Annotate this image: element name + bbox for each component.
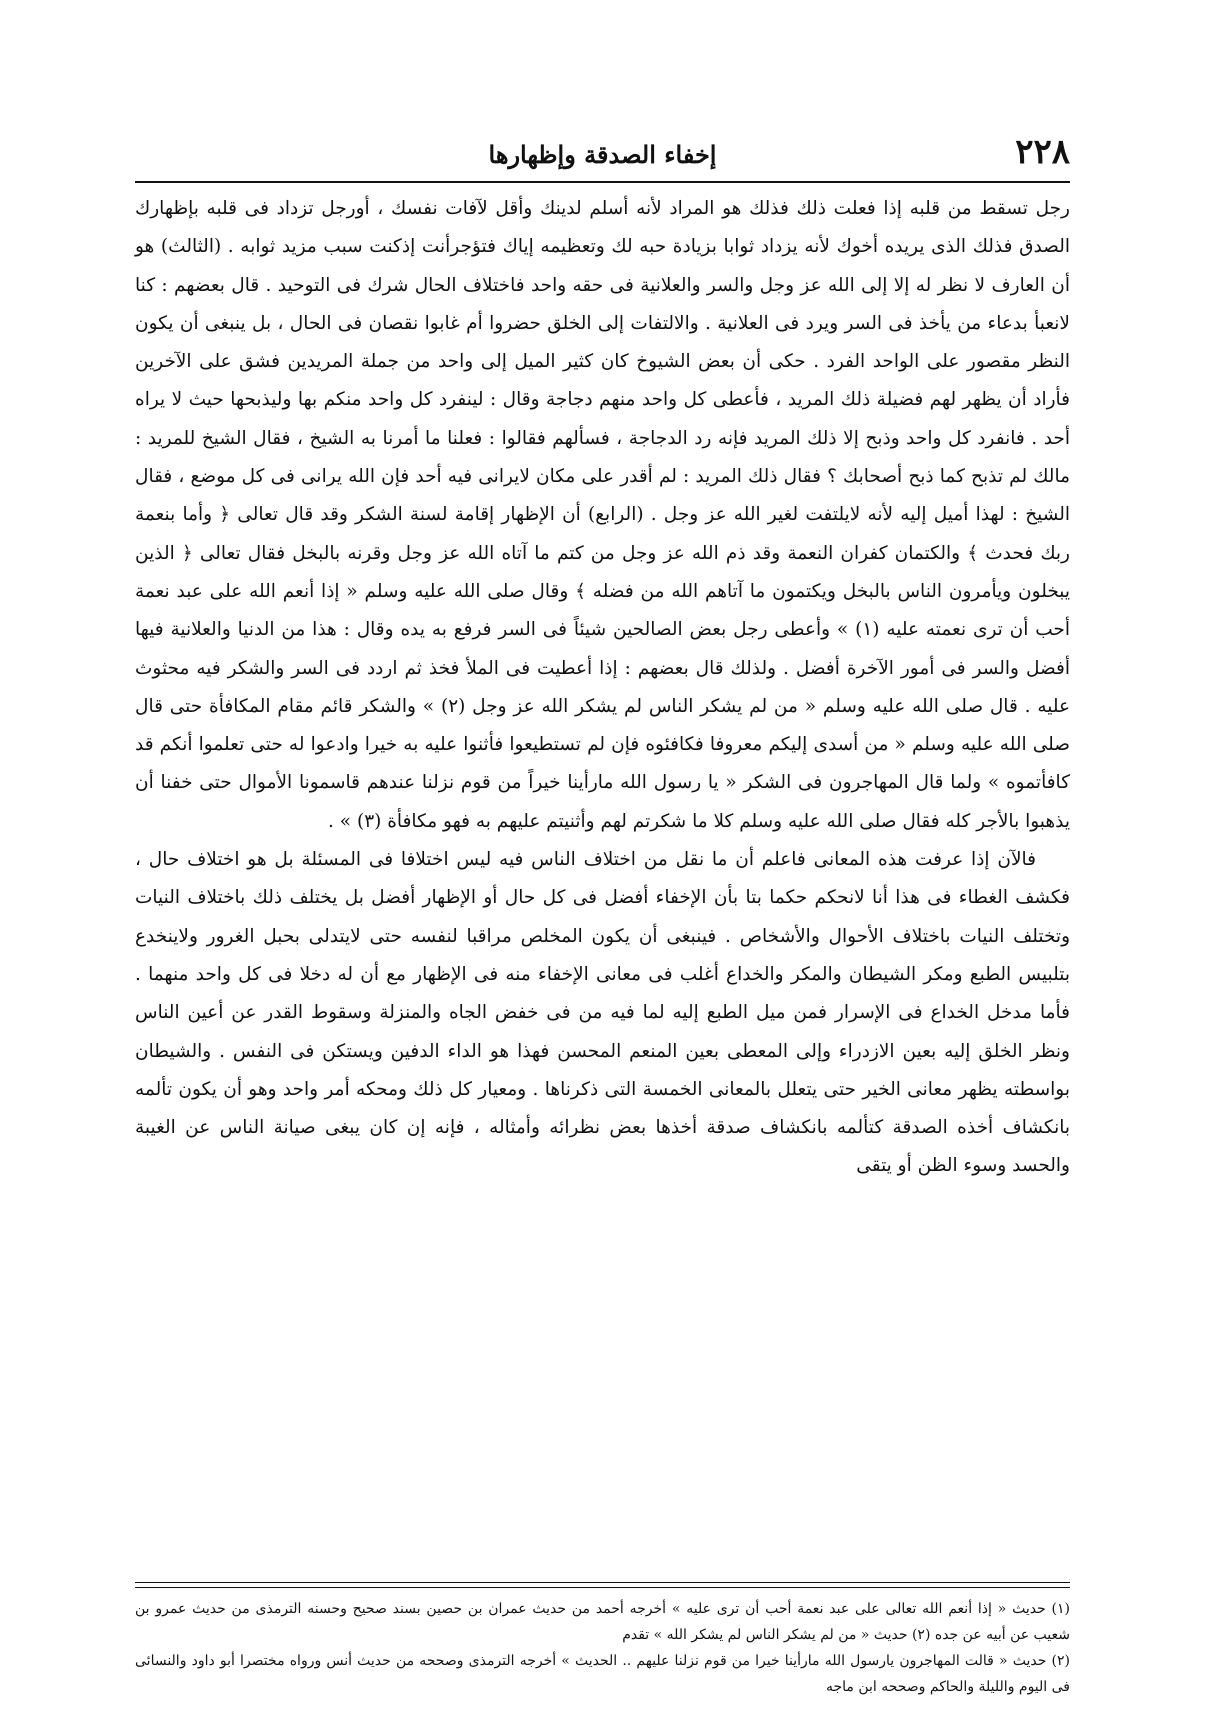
paragraph-2: فالآن إذا عرفت هذه المعانى فاعلم أن ما نقل من اختلاف الناس فيه ليس اختلافا فى المسئلة بل هو اختلاف حال ، فكشف الغطاء فى هذا أنا لانحكم حكما بتا بأن الإخفاء أفضل فى كل حال أو الإظهار أفضل بل يختلف ذلك باختلاف النيات وتختلف النيات باختلاف الأحوال والأشخاص . فينبغى أن يكون المخلص مراقبا لنفسه حتى لايتدلى بحبل الغرور ولاينخدع بتلبيس الطبع ومكر الشيطان والمكر والخداع أغلب فى معانى الإخفاء منه فى الإظهار مع أن له دخلا فى كل واحد منهما . فأما مدخل الخداع فى الإسرار فمن ميل الطبع إليه لما فيه من فى خفض الجاه والمنزلة وسقوط القدر عن أعين الناس ونظر الخلق إليه بعين الازدراء وإلى المعطى بعين المنعم المحسن فهذا هو الداء الدفين ويستكن فى النفس . والشيطان بواسطته يظهر معانى الخير حتى يتعلل بالمعانى الخمسة التى ذكرناها . ومعيار كل ذلك ومحكه أمر واحد وهو أن يكون تألمه بانكشاف أخذه الصدقة كتألمه بانكشاف صدقة أخذها بعض نظرائه وأمثاله ، فإنه إن كان يبغى صيانة الناس عن الغيبة والحسد وسوء الظن أو يتقى bbox=[135, 849, 1070, 1177]
main-text bbox=[135, 190, 1070, 1186]
footnote-rule bbox=[135, 1582, 1070, 1588]
running-title: إخفاء الصدقة وإظهارها bbox=[488, 140, 717, 169]
page-header bbox=[135, 130, 1070, 182]
page-number: ٢٢٨ bbox=[1015, 132, 1070, 172]
footnote-2: (٢) حديث « قالت المهاجرون يارسول الله مارأينا خيرا من قوم نزلنا عليهم .. الحديث » أخرجه الترمذى وصححه من حديث أنس ورواه مختصرا أبو داود والنسائى فى اليوم والليلة والحاكم وصححه ابن ماجه bbox=[135, 1653, 1070, 1695]
paragraph-1: رجل تسقط من قلبه إذا فعلت ذلك فذلك هو المراد لأنه أسلم لدينك وأقل لآفات نفسك ، أورجل تزداد فى قلبه بإظهارك الصدق فذلك الذى يريده أخوك لأنه يزداد ثوابا بزيادة حبه لك وتعظيمه إياك فتؤجرأنت إذكنت سبب مزيد ثوابه . (الثالث) هو أن العارف لا نظر له إلا إلى الله عز وجل والسر والعلانية فى حقه واحد فاختلاف الحال شرك فى التوحيد . قال بعضهم : كنا لانعبأ بدعاء من يأخذ فى السر ويرد فى العلانية . والالتفات إلى الخلق حضروا أم غابوا نقصان فى الحال ، بل ينبغى أن يكون النظر مقصور على الواحد الفرد . حكى أن بعض الشيوخ كان كثير الميل إلى واحد من جملة المريدين فشق على الآخرين فأراد أن يظهر لهم فضيلة ذلك المريد ، فأعطى كل واحد منهم دجاجة وقال : لينفرد كل واحد منكم بها وليذبحها حيث لا يراه أحد . فانفرد كل واحد وذبح إلا ذلك المريد فإنه رد الدجاجة ، فسألهم فقالوا : فعلنا ما أمرنا به الشيخ ، فقال الشيخ للمريد : مالك لم تذبح كما ذبح أصحابك ؟ فقال ذلك المريد : لم أقدر على مكان لايرانى فيه أحد فإن الله يرانى فى كل موضع ، فقال الشيخ : لهذا أميل إليه لأنه لايلتفت لغير الله عز وجل . (الرابع) أن الإظهار إقامة لسنة الشكر وقد قال تعالى ﴿ وأما بنعمة ربك فحدث ﴾ والكتمان كفران النعمة وقد ذم الله عز وجل من كتم ما آتاه الله عز وجل وقرنه بالبخل فقال تعالى ﴿ الذين يبخلون ويأمرون الناس بالبخل ويكتمون ما آتاهم الله من فضله ﴾ وقال صلى الله عليه وسلم « إذا أنعم الله على عبد نعمة أحب أن ترى نعمته عليه (١) » وأعطى رجل بعض الصالحين شيئاً فى السر فرفع به يده وقال : هذا من الدنيا والعلانية فيها أفضل والسر فى أمور الآخرة أفضل . ولذلك قال بعضهم : إذا أعطيت فى الملأ فخذ ثم اردد فى السر والشكر فيه محثوث عليه . قال صلى الله عليه وسلم « من لم يشكر الناس لم يشكر الله عز وجل (٢) » والشكر قائم مقام المكافأة حتى قال صلى الله عليه وسلم « من أسدى إليكم معروفا فكافئوه فإن لم تستطيعوا فأثنوا عليه به خيرا وادعوا له حتى تعلموا أنكم قد كافأتموه » ولما قال المهاجرون فى الشكر « يا رسول الله مارأينا خيراً من قوم نزلنا عندهم قاسمونا الأموال حتى خفنا أن يذهبوا بالأجر كله فقال صلى الله عليه وسلم كلا ما شكرتم لهم وأثنيتم عليهم به فهو مكافأة (٣) » . bbox=[135, 198, 1070, 832]
header-rule bbox=[135, 181, 1070, 183]
footnotes bbox=[135, 1596, 1070, 1700]
footnote-1: (١) حديث « إذا أنعم الله تعالى على عبد نعمة أحب أن ترى عليه » أخرجه أحمد من حديث عمران بن حصين بسند صحيح وحسنه الترمذى من حديث عمرو بن شعيب عن أبيه عن جده (٢) حديث « من لم يشكر الناس لم يشكر الله » تقدم bbox=[135, 1601, 1070, 1643]
